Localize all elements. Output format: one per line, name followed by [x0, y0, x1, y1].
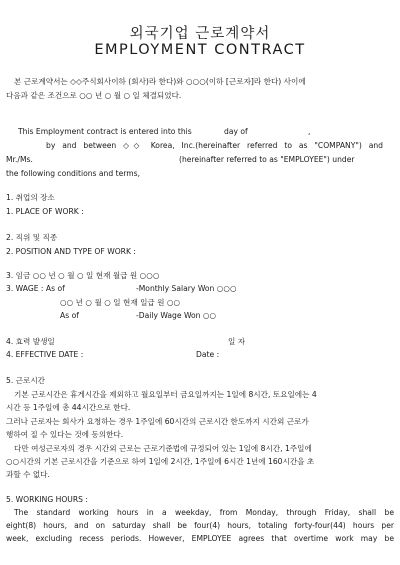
- effective-date-english-label: 4. EFFECTIVE DATE :: [6, 350, 84, 359]
- section-5-english-line-2: eight(8) hours, and on saturday shall be four(4) hours, totaling forty-four(44) hours per: [6, 521, 394, 530]
- date-english-label: Date :: [196, 350, 220, 359]
- effective-date-korean-label: 4. 효력 발생일: [6, 337, 55, 346]
- section-5-korean-line-2: 시간 등 1주일에 총 44시간으로 한다.: [6, 403, 131, 412]
- date-korean-label: 일 자: [228, 337, 246, 346]
- section-2-english: 2. POSITION AND TYPE OF WORK :: [6, 247, 136, 256]
- section-5-english-line-1: The standard working hours in a weekday, from Monday, through Friday, shall be: [14, 508, 394, 517]
- section-5-english-title: 5. WORKING HOURS :: [6, 495, 88, 504]
- section-2-korean: 2. 직위 및 직종: [6, 233, 58, 242]
- daily-wage-text: -Daily Wage Won ○○: [136, 311, 217, 320]
- title-english: EMPLOYMENT CONTRACT: [94, 42, 306, 58]
- intro-english-comma: ,: [308, 127, 311, 136]
- section-3-korean: 3. 임금 ○○ 년 ○ 월 ○ 일 현재 월급 원 ○○○: [6, 271, 160, 280]
- monthly-salary-text: -Monthly Salary Won ○○○: [136, 284, 237, 293]
- intro-english-hereinafter-employee: (hereinafter referred to as "EMPLOYEE") under: [179, 155, 355, 164]
- intro-english-mr-ms: Mr./Ms.: [6, 155, 33, 164]
- intro-english-day-of: day of: [224, 127, 248, 136]
- title-korean: 외국기업 근로계약서: [129, 26, 271, 42]
- section-5-korean-line-7: 과할 수 없다.: [6, 470, 50, 479]
- daily-as-of-label: As of: [60, 311, 79, 320]
- section-1-english: 1. PLACE OF WORK :: [6, 207, 84, 216]
- wage-as-of-label: 3. WAGE : As of: [6, 284, 65, 293]
- section-1-korean: 1. 취업의 장소: [6, 193, 55, 202]
- intro-english-line-2: by and between ◇◇ Korea, Inc.(hereinafter referred to as "COMPANY") and: [46, 141, 383, 150]
- section-5-english-line-3: week, excluding recess periods. However, EMPLOYEE agrees that overtime work may be: [6, 534, 394, 543]
- section-5-korean-line-5: 다만 여성근로자의 경우 시간외 근로는 근로기준법에 규정되어 있는 1일에 8시간, 1주일에: [14, 444, 312, 453]
- intro-korean-line-2: 다음과 같은 조건으로 ○○ 년 ○ 월 ○ 일 체결되었다.: [6, 91, 182, 100]
- section-5-korean-line-6: ○○시간의 기본 근로시간을 기준으로 하여 1일에 2시간, 1주일에 6시간 1년에 160시간을 초: [6, 457, 315, 466]
- section-5-korean-line-3: 그러나 근로자는 회사가 요청하는 경우 1주일에 60시간의 근로시간 한도까지 시간외 근로가: [6, 417, 309, 426]
- intro-korean-line-1: 본 근로계약서는 ◇◇주식회사이하 (회사)라 한다)와 ○○○(이하 [근로자]라 한다) 사이에: [14, 77, 306, 86]
- section-5-korean-title: 5. 근로시간: [6, 376, 46, 385]
- intro-english-entered-text: This Employment contract is entered into this: [18, 127, 192, 136]
- daily-wage-korean-text: ○○ 년 ○ 월 ○ 일 현재 일급 원 ○○: [60, 298, 181, 307]
- intro-english-line-4: the following conditions and terms,: [6, 169, 141, 178]
- section-5-korean-line-4: 행하여 질 수 있다는 것에 동의한다.: [6, 430, 124, 439]
- section-5-korean-line-1: 기본 근로시간은 휴게시간을 제외하고 월요일부터 금요일까지는 1일에 8시간, 토요일에는 4: [14, 390, 317, 399]
